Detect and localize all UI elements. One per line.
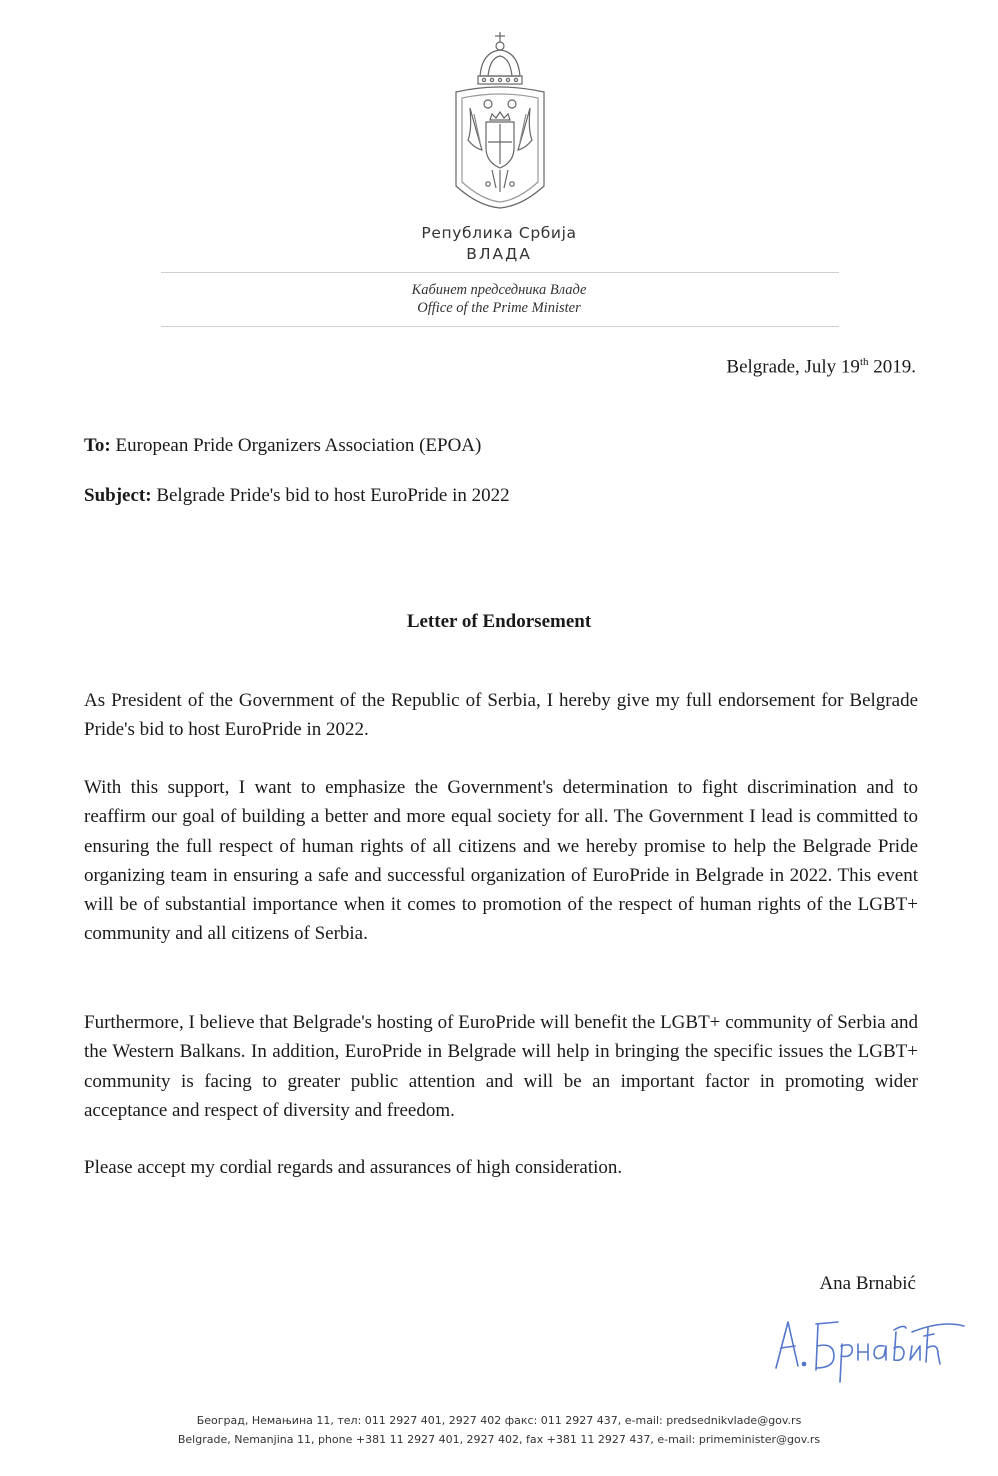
subject-value: Belgrade Pride's bid to host EuroPride in 2022 — [151, 485, 510, 506]
footer-address-english: Belgrade, Nemanjina 11, phone +381 11 2927 401, 2927 402, fax +381 11 2927 437, e-mail: primeminister@gov.rs — [177, 1433, 821, 1446]
header-divider-bottom — [161, 326, 839, 327]
to-value: European Pride Organizers Association (EPOA) — [110, 435, 482, 456]
body-paragraph-1: As President of the Government of the Republic of Serbia, I hereby give my full endorsement for Belgrade Pride's bid to host EuroPride in 2022. — [84, 690, 918, 741]
footer-address-serbian: Београд, Немањина 11, тел: 011 2927 401, 2927 402 факс: 011 2927 437, e-mail: predsednikvlade@gov.rs — [196, 1414, 802, 1427]
serbian-coat-of-arms-icon — [452, 30, 548, 214]
body-paragraph-3: Furthermore, I believe that Belgrade's hosting of EuroPride will benefit the LGBT+ community of Serbia and the Western Balkans. In addition, EuroPride in Belgrade will help in bringing the specific issues the LGBT+ community is facing to greater public attention and will be an important factor in promoting wider acceptance and respect of diversity and freedom. — [84, 1012, 918, 1121]
closing-paragraph: Please accept my cordial regards and assurances of high consideration. — [84, 1157, 623, 1178]
letter-title: Letter of Endorsement — [406, 611, 592, 632]
body-paragraph-2: With this support, I want to emphasize the Government's determination to fight discrimination and to reaffirm our goal of building a better and more equal society for all. The Government I lead is committed to ensuring the full respect of human rights of all citizens and we hereby promise to help the Belgrade Pride organizing team in ensuring a safe and successful organization of EuroPride in Belgrade in 2022. This event will be of substantial importance when it comes to promotion of the respect of human rights of the LGBT+ community and all citizens of Serbia. — [84, 777, 918, 945]
letter-date — [726, 356, 916, 378]
office-name-english: Office of the Prime Minister — [417, 300, 581, 316]
subject-label: Subject: — [84, 485, 152, 506]
handwritten-signature — [772, 1310, 968, 1386]
date-year: 2019. — [868, 356, 916, 378]
recipient-line — [84, 435, 481, 457]
date-ordinal: th — [859, 356, 869, 368]
header-divider-top — [161, 272, 839, 273]
subject-line — [84, 485, 510, 507]
to-label: To: — [84, 435, 111, 456]
office-name-serbian: Кабинет председника Владе — [411, 282, 587, 298]
date-text: Belgrade, July 19 — [726, 356, 860, 378]
government-heading: ВЛАДА — [466, 245, 532, 263]
republic-heading: Република Србија — [421, 224, 577, 242]
signer-name: Ana Brnabić — [819, 1273, 916, 1294]
